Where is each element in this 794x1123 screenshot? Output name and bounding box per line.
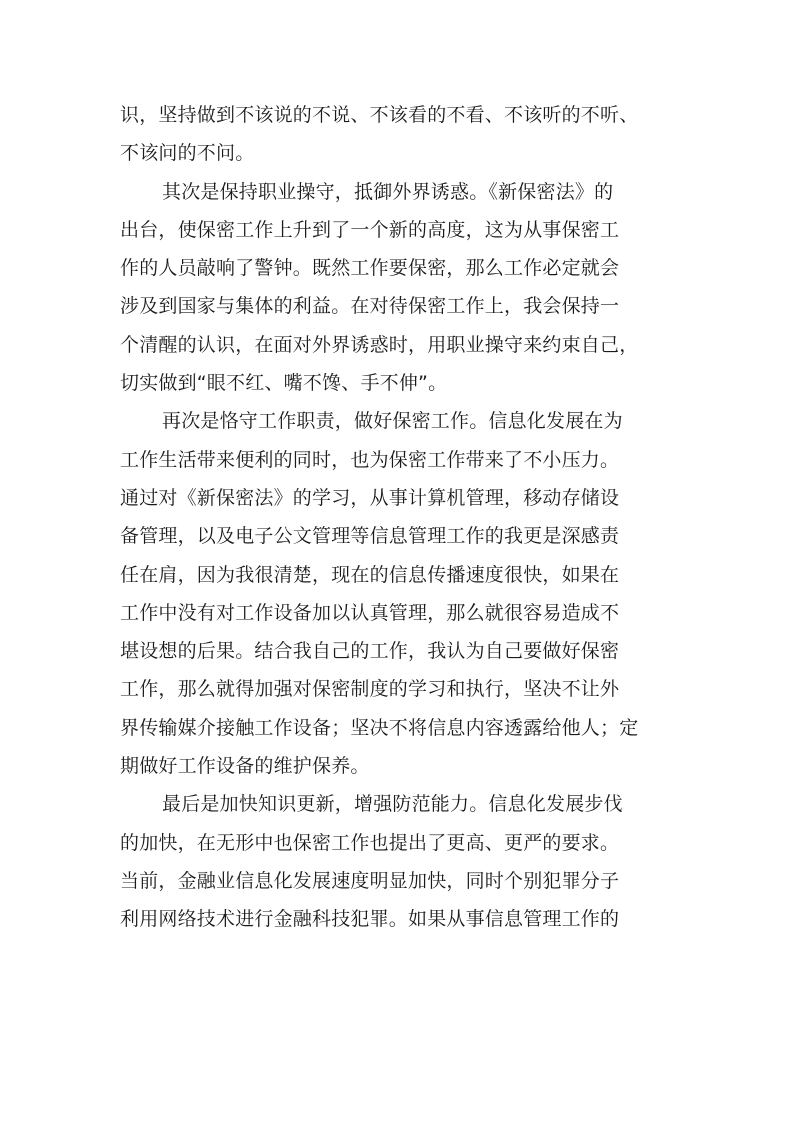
text-line: 当前，金融业信息化发展速度明显加快，同时个别犯罪分子 xyxy=(120,869,620,892)
text-line: 切实做到“眼不红、嘴不馋、手不伸”。 xyxy=(120,372,448,395)
paragraph-start-line: 最后是加快知识更新，增强防范能力。信息化发展步伐 xyxy=(162,793,623,816)
text-line: 备管理，以及电子公文管理等信息管理工作的我更是深感责 xyxy=(120,525,620,548)
text-line: 通过对《新保密法》的学习，从事计算机管理，移动存储设 xyxy=(120,486,620,509)
text-line: 工作，那么就得加强对保密制度的学习和执行，坚决不让外 xyxy=(120,678,620,701)
text-line: 涉及到国家与集体的利益。在对待保密工作上，我会保持一 xyxy=(120,295,620,318)
text-line: 利用网络技术进行金融科技犯罪。如果从事信息管理工作的 xyxy=(120,908,620,931)
text-line: 作的人员敲响了警钟。既然工作要保密，那么工作必定就会 xyxy=(120,257,620,280)
text-line: 工作中没有对工作设备加以认真管理，那么就很容易造成不 xyxy=(120,601,620,624)
paragraph-start-line: 再次是恪守工作职责，做好保密工作。信息化发展在为 xyxy=(162,410,623,433)
text-line: 个清醒的认识，在面对外界诱惑时，用职业操守来约束自己， xyxy=(120,333,639,356)
text-line: 识，坚持做到不该说的不说、不该看的不看、不该听的不听、 xyxy=(120,104,639,126)
body-text xyxy=(120,96,680,939)
text-line: 界传输媒介接触工作设备；坚决不将信息内容透露给他人；定 xyxy=(120,716,639,739)
text-line: 期做好工作设备的维护保养。 xyxy=(120,755,370,778)
paragraph-start-line: 其次是保持职业操守，抵御外界诱惑。《新保密法》的 xyxy=(162,180,614,203)
text-line: 的加快，在无形中也保密工作也提出了更高、更严的要求。 xyxy=(120,831,620,854)
text-line: 不该问的不问。 xyxy=(120,142,255,165)
text-line: 工作生活带来便利的同时，也为保密工作带来了不小压力。 xyxy=(120,448,620,471)
text-line: 出台，使保密工作上升到了一个新的高度，这为从事保密工 xyxy=(120,218,620,241)
text-line: 堪设想的后果。结合我自己的工作，我认为自己要做好保密 xyxy=(120,640,620,663)
text-line: 任在肩，因为我很清楚，现在的信息传播速度很快，如果在 xyxy=(120,563,620,586)
